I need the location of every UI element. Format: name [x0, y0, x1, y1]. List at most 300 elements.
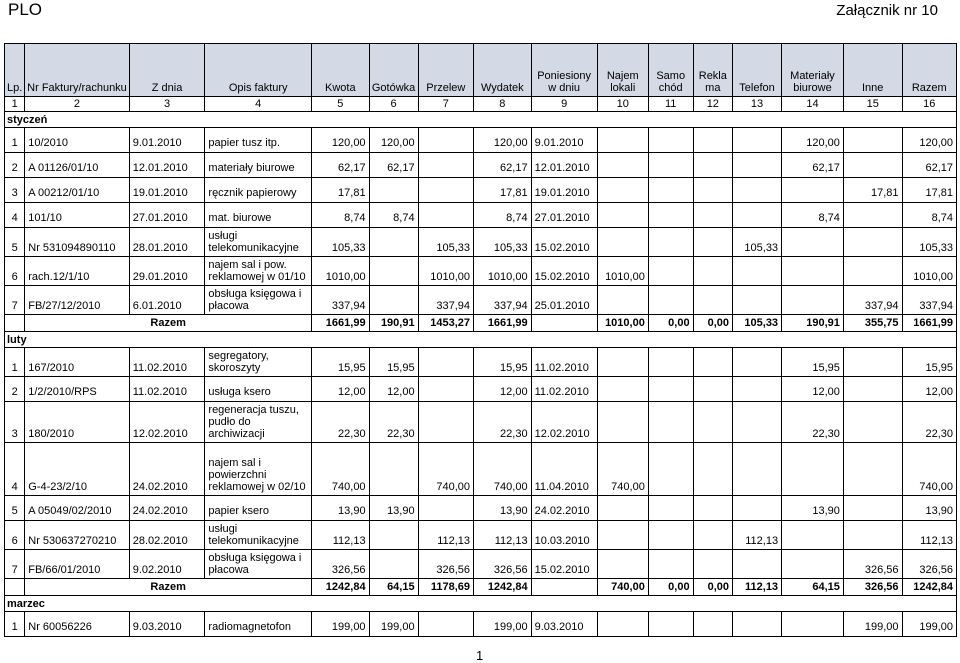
- cell-dzien: 19.01.2010: [531, 178, 597, 203]
- cell-desc: mat. biurowe: [205, 203, 312, 228]
- cell-desc: materiały biurowe: [205, 153, 312, 178]
- cell-desc: segregatory, skoroszyty: [205, 348, 312, 377]
- cell-lp: 7: [5, 550, 25, 579]
- cell-samochod: [648, 203, 693, 228]
- cell-telefon: 112,13: [733, 521, 782, 550]
- total-wydatek: 1661,99: [474, 315, 532, 332]
- cell-kwota: 12,00: [312, 377, 370, 402]
- cell-przelew: [418, 153, 473, 178]
- cell-razem: 112,13: [902, 521, 956, 550]
- cell-materialy: 13,90: [782, 496, 844, 521]
- total-inne: 326,56: [843, 579, 902, 596]
- column-number: 2: [25, 97, 129, 112]
- cell-razem: 15,95: [902, 348, 956, 377]
- cell-przelew: [418, 203, 473, 228]
- annex-label: Załącznik nr 10: [836, 2, 938, 19]
- cell-nr: Nr 60056226: [25, 612, 129, 637]
- cell-dzien: 12.01.2010: [531, 153, 597, 178]
- column-number: 4: [205, 97, 312, 112]
- cell-telefon: [733, 348, 782, 377]
- cell-date: 27.01.2010: [129, 203, 205, 228]
- cell-inne: [843, 496, 902, 521]
- column-number: 7: [418, 97, 473, 112]
- cell-samochod: [648, 521, 693, 550]
- column-number: 5: [312, 97, 370, 112]
- cell-wydatek: 12,00: [474, 377, 532, 402]
- cell-desc: usługi telekomunikacyjne: [205, 228, 312, 257]
- cell-materialy: [782, 443, 844, 496]
- cell-materialy: [782, 257, 844, 286]
- cell-telefon: [733, 496, 782, 521]
- cell-gotowka: 22,30: [369, 402, 418, 443]
- cell-nr: Nr 531094890110: [25, 228, 129, 257]
- cell-nr: 167/2010: [25, 348, 129, 377]
- cell-wydatek: 105,33: [474, 228, 532, 257]
- cell-samochod: [648, 286, 693, 315]
- cell-desc: ręcznik papierowy: [205, 178, 312, 203]
- column-number: 6: [369, 97, 418, 112]
- cell-wydatek: 62,17: [474, 153, 532, 178]
- column-header: Razem: [902, 44, 956, 97]
- cell-reklama: [693, 228, 732, 257]
- cell-date: 24.02.2010: [129, 443, 205, 496]
- column-header: Lp.: [5, 44, 25, 97]
- column-header: Najem lokali: [597, 44, 648, 97]
- cell-date: 11.02.2010: [129, 377, 205, 402]
- cell-telefon: [733, 402, 782, 443]
- cell-lp: 3: [5, 178, 25, 203]
- cell-dzien: 11.04.2010: [531, 443, 597, 496]
- cell-najem: [597, 153, 648, 178]
- cell-dzien: 10.03.2010: [531, 521, 597, 550]
- total-spacer: [5, 315, 25, 332]
- cell-najem: [597, 128, 648, 153]
- cell-samochod: [648, 550, 693, 579]
- cell-lp: 2: [5, 153, 25, 178]
- cell-gotowka: [369, 257, 418, 286]
- cell-dzien: 9.03.2010: [531, 612, 597, 637]
- cell-wydatek: 337,94: [474, 286, 532, 315]
- total-samochod: 0,00: [648, 579, 693, 596]
- cell-materialy: [782, 286, 844, 315]
- column-number: 11: [648, 97, 693, 112]
- cell-reklama: [693, 377, 732, 402]
- cell-najem: [597, 612, 648, 637]
- cell-telefon: [733, 128, 782, 153]
- column-header: Materiały biurowe: [782, 44, 844, 97]
- cell-lp: 5: [5, 496, 25, 521]
- cell-lp: 4: [5, 443, 25, 496]
- column-number: 12: [693, 97, 732, 112]
- total-label: Razem: [25, 315, 312, 332]
- cell-telefon: [733, 550, 782, 579]
- cell-razem: 337,94: [902, 286, 956, 315]
- table-body: [5, 112, 957, 637]
- cell-samochod: [648, 228, 693, 257]
- cell-inne: [843, 521, 902, 550]
- cell-kwota: 105,33: [312, 228, 370, 257]
- cell-inne: [843, 203, 902, 228]
- cell-wydatek: 17,81: [474, 178, 532, 203]
- cell-reklama: [693, 128, 732, 153]
- column-number: 14: [782, 97, 844, 112]
- cell-telefon: [733, 612, 782, 637]
- total-wydatek: 1242,84: [474, 579, 532, 596]
- total-telefon: 105,33: [733, 315, 782, 332]
- total-label: Razem: [25, 579, 312, 596]
- cell-przelew: 1010,00: [418, 257, 473, 286]
- cell-razem: 8,74: [902, 203, 956, 228]
- cell-dzien: 25.01.2010: [531, 286, 597, 315]
- table-row: [5, 348, 957, 377]
- cell-nr: 180/2010: [25, 402, 129, 443]
- cell-desc: radiomagnetofon: [205, 612, 312, 637]
- cell-inne: [843, 228, 902, 257]
- cell-lp: 6: [5, 257, 25, 286]
- cell-samochod: [648, 496, 693, 521]
- cell-przelew: [418, 377, 473, 402]
- total-razem: 1661,99: [902, 315, 956, 332]
- cell-gotowka: 12,00: [369, 377, 418, 402]
- month-row: [5, 112, 957, 128]
- cell-samochod: [648, 128, 693, 153]
- cell-przelew: 105,33: [418, 228, 473, 257]
- total-kwota: 1661,99: [312, 315, 370, 332]
- cell-lp: 3: [5, 402, 25, 443]
- cell-przelew: [418, 496, 473, 521]
- cell-desc: usługi telekomunikacyjne: [205, 521, 312, 550]
- cell-telefon: [733, 377, 782, 402]
- cell-nr: Nr 530637270210: [25, 521, 129, 550]
- cell-reklama: [693, 550, 732, 579]
- month-row: [5, 332, 957, 348]
- table-row: [5, 203, 957, 228]
- total-razem: 1242,84: [902, 579, 956, 596]
- cell-wydatek: 326,56: [474, 550, 532, 579]
- cell-razem: 105,33: [902, 228, 956, 257]
- cell-date: 19.01.2010: [129, 178, 205, 203]
- cell-dzien: 9.01.2010: [531, 128, 597, 153]
- cell-wydatek: 740,00: [474, 443, 532, 496]
- cell-materialy: 12,00: [782, 377, 844, 402]
- cell-kwota: 112,13: [312, 521, 370, 550]
- cell-gotowka: 62,17: [369, 153, 418, 178]
- cell-reklama: [693, 443, 732, 496]
- cell-kwota: 1010,00: [312, 257, 370, 286]
- cell-nr: 101/10: [25, 203, 129, 228]
- cell-kwota: 22,30: [312, 402, 370, 443]
- cell-dzien: 15.02.2010: [531, 550, 597, 579]
- cell-razem: 1010,00: [902, 257, 956, 286]
- column-header: Przelew: [418, 44, 473, 97]
- column-header: Opis faktury: [205, 44, 312, 97]
- column-number: 16: [902, 97, 956, 112]
- cell-nr: A 01126/01/10: [25, 153, 129, 178]
- column-header: Z dnia: [129, 44, 205, 97]
- cell-inne: [843, 257, 902, 286]
- cell-przelew: 112,13: [418, 521, 473, 550]
- cell-inne: [843, 402, 902, 443]
- cell-materialy: 8,74: [782, 203, 844, 228]
- cell-przelew: [418, 178, 473, 203]
- cell-kwota: 15,95: [312, 348, 370, 377]
- cell-nr: 10/2010: [25, 128, 129, 153]
- table-row: [5, 402, 957, 443]
- cell-lp: 1: [5, 348, 25, 377]
- cell-samochod: [648, 348, 693, 377]
- cell-materialy: 120,00: [782, 128, 844, 153]
- total-samochod: 0,00: [648, 315, 693, 332]
- cell-samochod: [648, 153, 693, 178]
- cell-samochod: [648, 612, 693, 637]
- expense-table: [4, 43, 957, 637]
- cell-gotowka: 120,00: [369, 128, 418, 153]
- cell-inne: 326,56: [843, 550, 902, 579]
- cell-date: 6.01.2010: [129, 286, 205, 315]
- table-row: [5, 496, 957, 521]
- table-row: [5, 178, 957, 203]
- cell-najem: [597, 496, 648, 521]
- cell-nr: rach.12/1/10: [25, 257, 129, 286]
- month-row: [5, 596, 957, 612]
- total-row: [5, 315, 957, 332]
- cell-date: 28.01.2010: [129, 228, 205, 257]
- column-header: Gotówka: [369, 44, 418, 97]
- cell-telefon: [733, 443, 782, 496]
- cell-przelew: [418, 612, 473, 637]
- cell-desc: obsługa księgowa i płacowa: [205, 550, 312, 579]
- cell-desc: najem sal i powierzchni reklamowej w 02/10: [205, 443, 312, 496]
- cell-dzien: 24.02.2010: [531, 496, 597, 521]
- cell-inne: 337,94: [843, 286, 902, 315]
- cell-telefon: [733, 153, 782, 178]
- total-reklama: 0,00: [693, 579, 732, 596]
- cell-wydatek: 199,00: [474, 612, 532, 637]
- total-telefon: 112,13: [733, 579, 782, 596]
- column-header: Rekla ma: [693, 44, 732, 97]
- cell-date: 12.02.2010: [129, 402, 205, 443]
- cell-nr: A 05049/02/2010: [25, 496, 129, 521]
- cell-reklama: [693, 496, 732, 521]
- cell-najem: [597, 402, 648, 443]
- total-przelew: 1453,27: [418, 315, 473, 332]
- column-number-row: [5, 97, 957, 112]
- cell-date: 28.02.2010: [129, 521, 205, 550]
- cell-telefon: [733, 203, 782, 228]
- cell-date: 29.01.2010: [129, 257, 205, 286]
- total-najem: 1010,00: [597, 315, 648, 332]
- cell-kwota: 740,00: [312, 443, 370, 496]
- column-header: Wydatek: [474, 44, 532, 97]
- expense-table-container: [4, 43, 957, 633]
- cell-samochod: [648, 443, 693, 496]
- column-header: Samo chód: [648, 44, 693, 97]
- column-header: Telefon: [733, 44, 782, 97]
- cell-lp: 5: [5, 228, 25, 257]
- document-title: PLO: [8, 0, 43, 19]
- cell-razem: 199,00: [902, 612, 956, 637]
- cell-nr: G-4-23/2/10: [25, 443, 129, 496]
- cell-desc: regeneracja tuszu, pudło do archiwizacji: [205, 402, 312, 443]
- table-row: [5, 550, 957, 579]
- cell-reklama: [693, 153, 732, 178]
- cell-kwota: 62,17: [312, 153, 370, 178]
- column-number: 10: [597, 97, 648, 112]
- cell-materialy: [782, 228, 844, 257]
- cell-najem: [597, 550, 648, 579]
- total-materialy: 190,91: [782, 315, 844, 332]
- total-gotowka: 190,91: [369, 315, 418, 332]
- cell-materialy: [782, 521, 844, 550]
- cell-razem: 13,90: [902, 496, 956, 521]
- cell-materialy: [782, 550, 844, 579]
- total-gotowka: 64,15: [369, 579, 418, 596]
- table-row: [5, 153, 957, 178]
- cell-reklama: [693, 348, 732, 377]
- cell-razem: 326,56: [902, 550, 956, 579]
- cell-przelew: [418, 402, 473, 443]
- cell-najem: [597, 203, 648, 228]
- cell-wydatek: 120,00: [474, 128, 532, 153]
- table-row: [5, 286, 957, 315]
- cell-razem: 17,81: [902, 178, 956, 203]
- cell-lp: 2: [5, 377, 25, 402]
- table-row: [5, 612, 957, 637]
- table-row: [5, 521, 957, 550]
- cell-lp: 1: [5, 612, 25, 637]
- cell-dzien: 11.02.2010: [531, 348, 597, 377]
- cell-date: 12.01.2010: [129, 153, 205, 178]
- cell-desc: najem sal i pow. reklamowej w 01/10: [205, 257, 312, 286]
- cell-dzien: 27.01.2010: [531, 203, 597, 228]
- cell-desc: obsługa księgowa i płacowa: [205, 286, 312, 315]
- cell-gotowka: 15,95: [369, 348, 418, 377]
- cell-date: 9.02.2010: [129, 550, 205, 579]
- cell-desc: papier ksero: [205, 496, 312, 521]
- cell-reklama: [693, 612, 732, 637]
- table-row: [5, 228, 957, 257]
- cell-kwota: 17,81: [312, 178, 370, 203]
- cell-kwota: 13,90: [312, 496, 370, 521]
- cell-przelew: [418, 348, 473, 377]
- cell-najem: [597, 228, 648, 257]
- cell-inne: [843, 128, 902, 153]
- month-label: styczeń: [5, 112, 957, 128]
- total-inne: 355,75: [843, 315, 902, 332]
- cell-date: 24.02.2010: [129, 496, 205, 521]
- total-reklama: 0,00: [693, 315, 732, 332]
- column-header: Poniesiony w dniu: [531, 44, 597, 97]
- cell-nr: FB/66/01/2010: [25, 550, 129, 579]
- cell-najem: [597, 348, 648, 377]
- header-row: [5, 44, 957, 97]
- total-przelew: 1178,69: [418, 579, 473, 596]
- cell-inne: [843, 348, 902, 377]
- cell-wydatek: 8,74: [474, 203, 532, 228]
- cell-najem: 740,00: [597, 443, 648, 496]
- cell-samochod: [648, 402, 693, 443]
- column-header: Kwota: [312, 44, 370, 97]
- cell-najem: [597, 377, 648, 402]
- cell-gotowka: [369, 286, 418, 315]
- column-number: 1: [5, 97, 25, 112]
- total-materialy: 64,15: [782, 579, 844, 596]
- cell-reklama: [693, 286, 732, 315]
- cell-materialy: [782, 612, 844, 637]
- cell-przelew: 740,00: [418, 443, 473, 496]
- cell-samochod: [648, 178, 693, 203]
- cell-lp: 4: [5, 203, 25, 228]
- cell-desc: papier tusz itp.: [205, 128, 312, 153]
- cell-nr: A 00212/01/10: [25, 178, 129, 203]
- page-number: 1: [476, 648, 484, 663]
- cell-nr: FB/27/12/2010: [25, 286, 129, 315]
- cell-gotowka: [369, 178, 418, 203]
- cell-samochod: [648, 377, 693, 402]
- cell-razem: 62,17: [902, 153, 956, 178]
- month-label: marzec: [5, 596, 957, 612]
- cell-kwota: 337,94: [312, 286, 370, 315]
- cell-nr: 1/2/2010/RPS: [25, 377, 129, 402]
- total-spacer: [5, 579, 25, 596]
- cell-najem: [597, 521, 648, 550]
- table-row: [5, 128, 957, 153]
- cell-gotowka: [369, 443, 418, 496]
- cell-desc: usługa ksero: [205, 377, 312, 402]
- table-row: [5, 443, 957, 496]
- cell-wydatek: 22,30: [474, 402, 532, 443]
- cell-dzien: 15.02.2010: [531, 257, 597, 286]
- cell-dzien: 11.02.2010: [531, 377, 597, 402]
- cell-przelew: 326,56: [418, 550, 473, 579]
- table-row: [5, 257, 957, 286]
- cell-samochod: [648, 257, 693, 286]
- total-kwota: 1242,84: [312, 579, 370, 596]
- cell-najem: 1010,00: [597, 257, 648, 286]
- cell-date: 9.03.2010: [129, 612, 205, 637]
- cell-materialy: 22,30: [782, 402, 844, 443]
- cell-gotowka: [369, 521, 418, 550]
- cell-date: 11.02.2010: [129, 348, 205, 377]
- cell-inne: 199,00: [843, 612, 902, 637]
- cell-razem: 22,30: [902, 402, 956, 443]
- cell-wydatek: 15,95: [474, 348, 532, 377]
- cell-kwota: 326,56: [312, 550, 370, 579]
- cell-inne: [843, 443, 902, 496]
- month-label: luty: [5, 332, 957, 348]
- cell-przelew: 337,94: [418, 286, 473, 315]
- cell-telefon: [733, 286, 782, 315]
- cell-inne: [843, 377, 902, 402]
- cell-reklama: [693, 178, 732, 203]
- cell-gotowka: 13,90: [369, 496, 418, 521]
- column-number: 15: [843, 97, 902, 112]
- cell-dzien: 15.02.2010: [531, 228, 597, 257]
- cell-materialy: [782, 178, 844, 203]
- cell-najem: [597, 286, 648, 315]
- column-number: 3: [129, 97, 205, 112]
- cell-telefon: [733, 257, 782, 286]
- cell-inne: 17,81: [843, 178, 902, 203]
- cell-wydatek: 112,13: [474, 521, 532, 550]
- cell-gotowka: 199,00: [369, 612, 418, 637]
- cell-lp: 6: [5, 521, 25, 550]
- cell-najem: [597, 178, 648, 203]
- total-dzien: [531, 579, 597, 596]
- cell-wydatek: 1010,00: [474, 257, 532, 286]
- cell-inne: [843, 153, 902, 178]
- cell-gotowka: 8,74: [369, 203, 418, 228]
